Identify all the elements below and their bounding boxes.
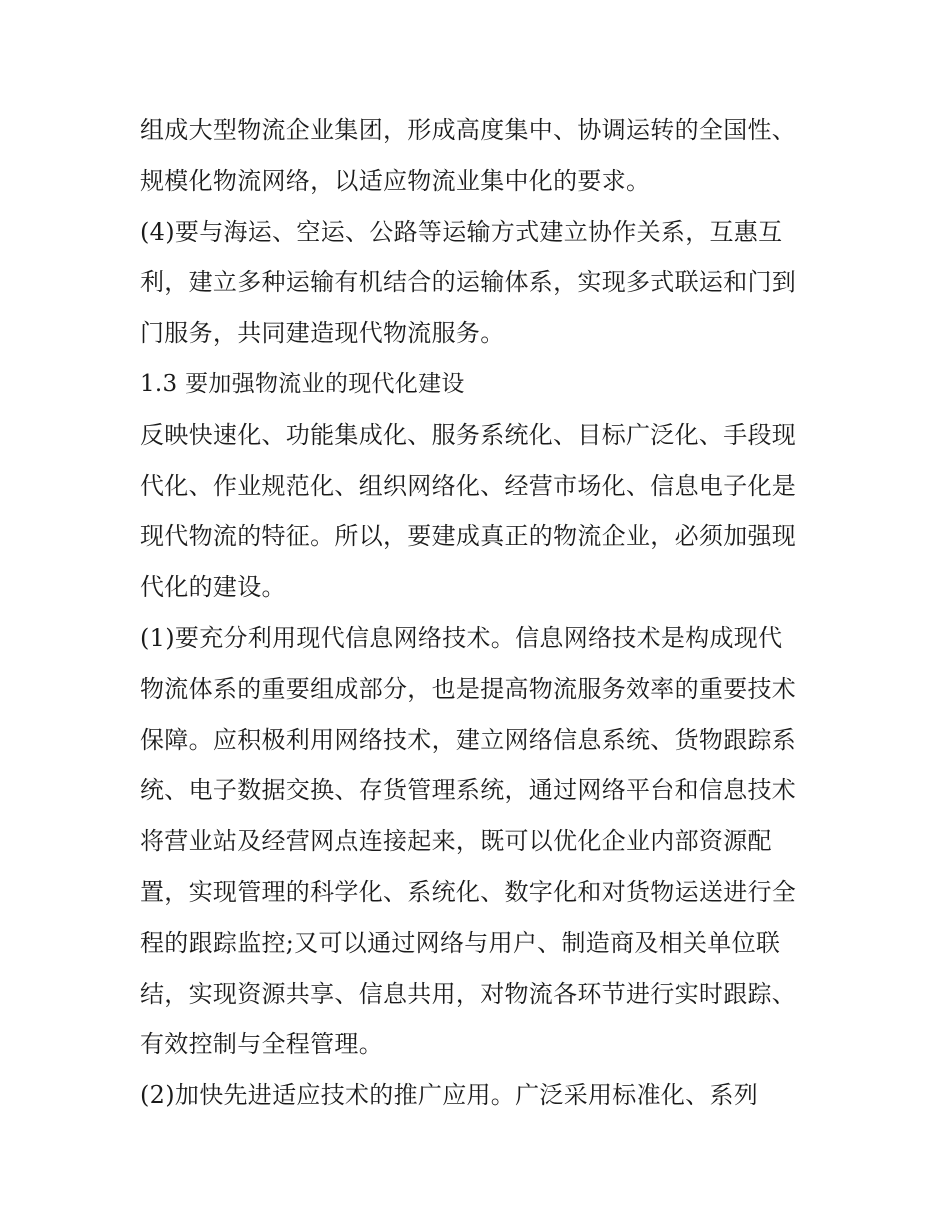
text-line: 保障。应积极利用网络技术，建立网络信息系统、货物跟踪系 <box>140 725 797 754</box>
text-line: 结，实现资源共享、信息共用，对物流各环节进行实时跟踪、 <box>140 979 797 1008</box>
text-line: (4)要与海运、空运、公路等运输方式建立协作关系，互惠互 <box>140 217 783 246</box>
text-line: 组成大型物流企业集团，形成高度集中、协调运转的全国性、 <box>140 116 797 144</box>
text-line: 将营业站及经营网点连接起来，既可以优化企业内部资源配 <box>140 827 772 856</box>
text-line: 门服务，共同建造现代物流服务。 <box>140 319 505 348</box>
text-line: 现代物流的特征。所以，要建成真正的物流企业，必须加强现 <box>140 522 797 551</box>
text-line: 统、电子数据交换、存货管理系统，通过网络平台和信息技术 <box>140 776 797 805</box>
text-line: 反映快速化、功能集成化、服务系统化、目标广泛化、手段现 <box>140 420 797 449</box>
text-line: 代化、作业规范化、组织网络化、经营市场化、信息电子化是 <box>140 471 797 500</box>
text-line: 规模化物流网络，以适应物流业集中化的要求。 <box>140 166 651 195</box>
text-line: 物流体系的重要组成部分，也是提高物流服务效率的重要技术 <box>140 674 797 703</box>
text-line: (2)加快先进适应技术的推广应用。广泛采用标准化、系列 <box>140 1081 759 1110</box>
section-heading: 1.3 要加强物流业的现代化建设 <box>140 370 465 397</box>
text-line: 利，建立多种运输有机结合的运输体系，实现多式联运和门到 <box>140 268 797 297</box>
text-line: 置，实现管理的科学化、系统化、数字化和对货物运送进行全 <box>140 877 797 906</box>
document-body <box>140 105 820 1121</box>
text-line: (1)要充分利用现代信息网络技术。信息网络技术是构成现代 <box>140 623 783 652</box>
text-line: 有效控制与全程管理。 <box>140 1030 383 1059</box>
text-line: 程的跟踪监控;又可以通过网络与用户、制造商及相关单位联 <box>140 928 781 957</box>
text-line: 代化的建设。 <box>140 573 286 602</box>
